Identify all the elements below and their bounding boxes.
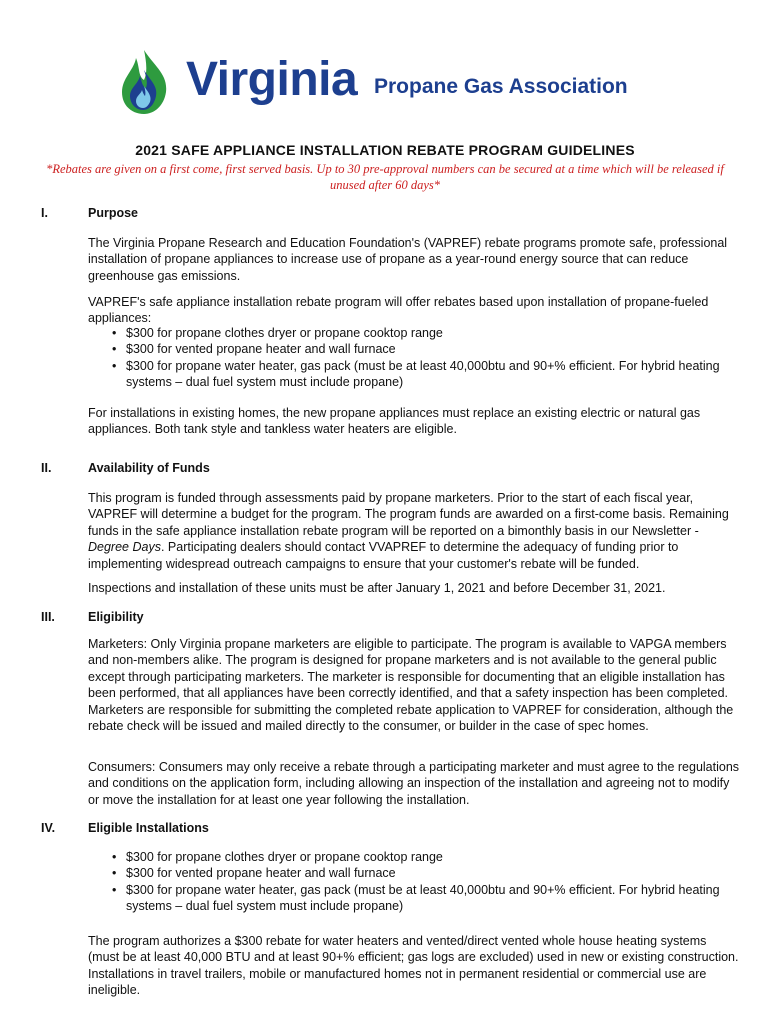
funds-paragraph-2: Inspections and installation of these units must be after January 1, 2021 and before December 31, 2021. xyxy=(88,581,666,595)
section-heading-eligibility: Eligibility xyxy=(88,610,144,624)
list-item: • $300 for propane clothes dryer or propane cooktop range xyxy=(108,849,736,865)
eligibility-consumers: Consumers: Consumers may only receive a rebate through a participating marketer and must agree to the regulations and conditions on the application form, including allowing an inspection of the installation and agreeing not to modify or move the installation for at least one year following the installation. xyxy=(88,760,740,807)
eligibility-marketers: Marketers: Only Virginia propane marketers are eligible to participate. The program is available to VAPGA members and non-members alike. The program is designed for propane marketers and is not available to the general public except through participating marketers. The marketer is responsible for documenting that an eligible installation has been performed, that all appliances have been correctly identified, and that a safety inspection has been completed. Marketers are responsible for submitting the completed rebate application to VAPREF for consideration, although the rebate check will be issued and mailed directly to the consumer, or builder in the case of spec homes. xyxy=(88,637,734,734)
funds-paragraph-1: This program is funded through assessments paid by propane marketers. Prior to the start of each fiscal year, VAPREF will determine a budget for the program. The program funds are awarded on a first-come basis. Remaining funds in the safe appliance installation rebate program will be reported on a bimonthly basis in our Newsletter - Degree Days. Participating dealers should contact VVAPREF to determine the adequacy of funding prior to implementing widespread outreach campaigns to ensure that your customer's rebate will be funded. xyxy=(88,491,729,571)
logo-subtitle: Propane Gas Association xyxy=(374,75,628,98)
logo xyxy=(108,46,668,118)
list-item: • $300 for propane clothes dryer or propane cooktop range xyxy=(108,325,736,341)
list-item: • $300 for vented propane heater and wall furnace xyxy=(108,865,736,881)
section-number-purpose: I. xyxy=(41,206,48,220)
section-heading-installations: Eligible Installations xyxy=(88,821,209,835)
newsletter-name: Degree Days xyxy=(88,540,161,555)
rebate-note: *Rebates are given on a first come, first served basis. Up to 30 pre-approval numbers can be secured at a time which will be released if unused after 60 days* xyxy=(46,162,724,192)
purpose-paragraph-3: For installations in existing homes, the new propane appliances must replace an existing electric or natural gas appliances. Both tank style and tankless water heaters are eligible. xyxy=(88,406,701,437)
purpose-paragraph-1: The Virginia Propane Research and Education Foundation's (VAPREF) rebate programs promote safe, professional installation of propane appliances to increase use of propane as a year-round energy source that can reduce greenhouse gas emissions. xyxy=(88,236,728,283)
installations-paragraph: The program authorizes a $300 rebate for water heaters and vented/direct vented whole house heating systems (must be at least 40,000 BTU and at least 90+% efficient; gas logs are excluded) used in new or existing construction. Installations in travel trailers, mobile or manufactured homes not in permanent residential or commercial use are ineligible. xyxy=(88,934,739,998)
list-item: • $300 for vented propane heater and wall furnace xyxy=(108,341,736,357)
section-number-installations: IV. xyxy=(41,821,56,835)
section-heading-funds: Availability of Funds xyxy=(88,461,210,475)
document-title: 2021 SAFE APPLIANCE INSTALLATION REBATE PROGRAM GUIDELINES xyxy=(135,142,635,158)
list-item: • $300 for propane water heater, gas pack (must be at least 40,000btu and 90+% efficient. For hybrid heating systems – dual fuel system must include propane) xyxy=(108,882,736,915)
purpose-paragraph-2: VAPREF's safe appliance installation rebate program will offer rebates based upon installation of propane-fueled appliances: xyxy=(88,295,709,326)
flame-icon xyxy=(108,46,180,118)
purpose-rebate-list xyxy=(108,325,736,391)
section-heading-purpose: Purpose xyxy=(88,206,139,220)
installations-rebate-list xyxy=(108,849,736,915)
section-number-funds: II. xyxy=(41,461,52,475)
logo-wordmark: Virginia xyxy=(186,53,358,106)
section-number-eligibility: III. xyxy=(41,610,55,624)
list-item: • $300 for propane water heater, gas pack (must be at least 40,000btu and 90+% efficient. For hybrid heating systems – dual fuel system must include propane) xyxy=(108,358,736,391)
